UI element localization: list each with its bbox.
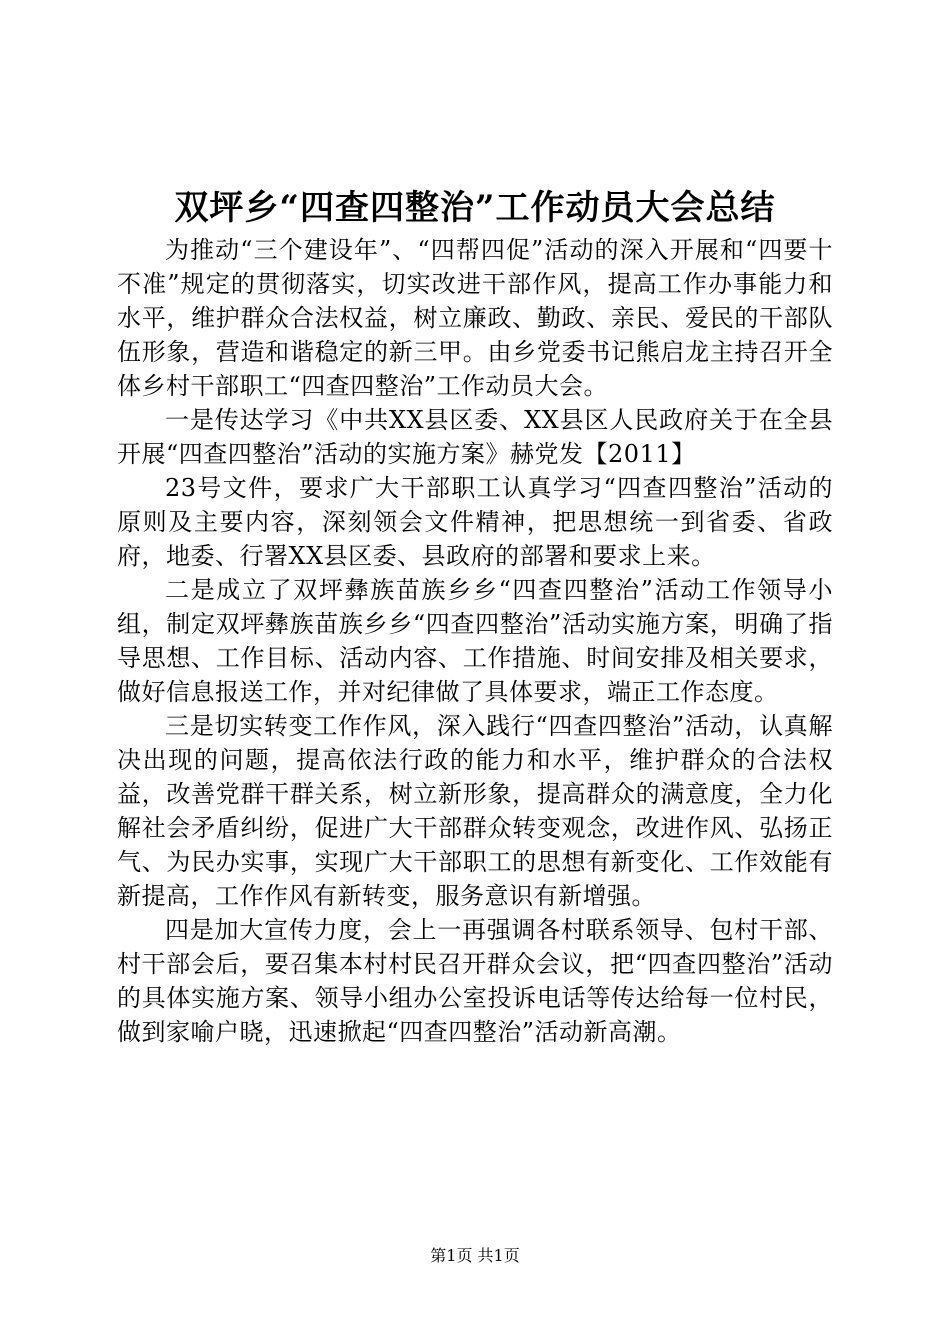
paragraph-point-one-continued: 23号文件，要求广大干部职工认真学习“四查四整治”活动的原则及主要内容，深刻领会文件精神，把思想统一到省委、省政府，地委、行署XX县区委、县政府的部署和要求上来。	[117, 474, 833, 570]
paragraph-point-four: 四是加大宣传力度，会上一再强调各村联系领导、包村干部、村干部会后，要召集本村村民召开群众会议，把“四查四整治”活动的具体实施方案、领导小组办公室投诉电话等传达给每一位村民，做到家喻户晓，迅速掀起“四查四整治”活动新高潮。	[117, 916, 833, 1046]
page-title: 双坪乡“四查四整治”工作动员大会总结	[174, 188, 776, 228]
document-body	[117, 233, 833, 1049]
paragraph-point-one: 一是传达学习《中共XX县区委、XX县区人民政府关于在全县开展“四查四整治”活动的实施方案》赫党发【2011】	[117, 406, 833, 468]
paragraph-point-three: 三是切实转变工作作风，深入践行“四查四整治”活动，认真解决出现的问题，提高依法行政的能力和水平，维护群众的合法权益，改善党群干群关系，树立新形象，提高群众的满意度，全力化解社会矛盾纠纷，促进广大干部群众转变观念，改进作风、弘扬正气、为民办实事，实现广大干部职工的思想有新变化、工作效能有新提高，工作作风有新转变，服务意识有新增强。	[117, 712, 833, 910]
page-number-footer: 第1页 共1页	[430, 1246, 520, 1265]
paragraph-point-two: 二是成立了双坪彝族苗族乡乡“四查四整治”活动工作领导小组，制定双坪彝族苗族乡乡“四查四整治”活动实施方案，明确了指导思想、工作目标、活动内容、工作措施、时间安排及相关要求，做好信息报送工作，并对纪律做了具体要求，端正工作态度。	[117, 576, 833, 706]
paragraph-intro: 为推动“三个建设年”、“四帮四促”活动的深入开展和“四要十不准”规定的贯彻落实，切实改进干部作风，提高工作办事能力和水平，维护群众合法权益，树立廉政、勤政、亲民、爱民的干部队伍形象，营造和谐稳定的新三甲。由乡党委书记熊启龙主持召开全体乡村干部职工“四查四整治”工作动员大会。	[117, 236, 833, 400]
